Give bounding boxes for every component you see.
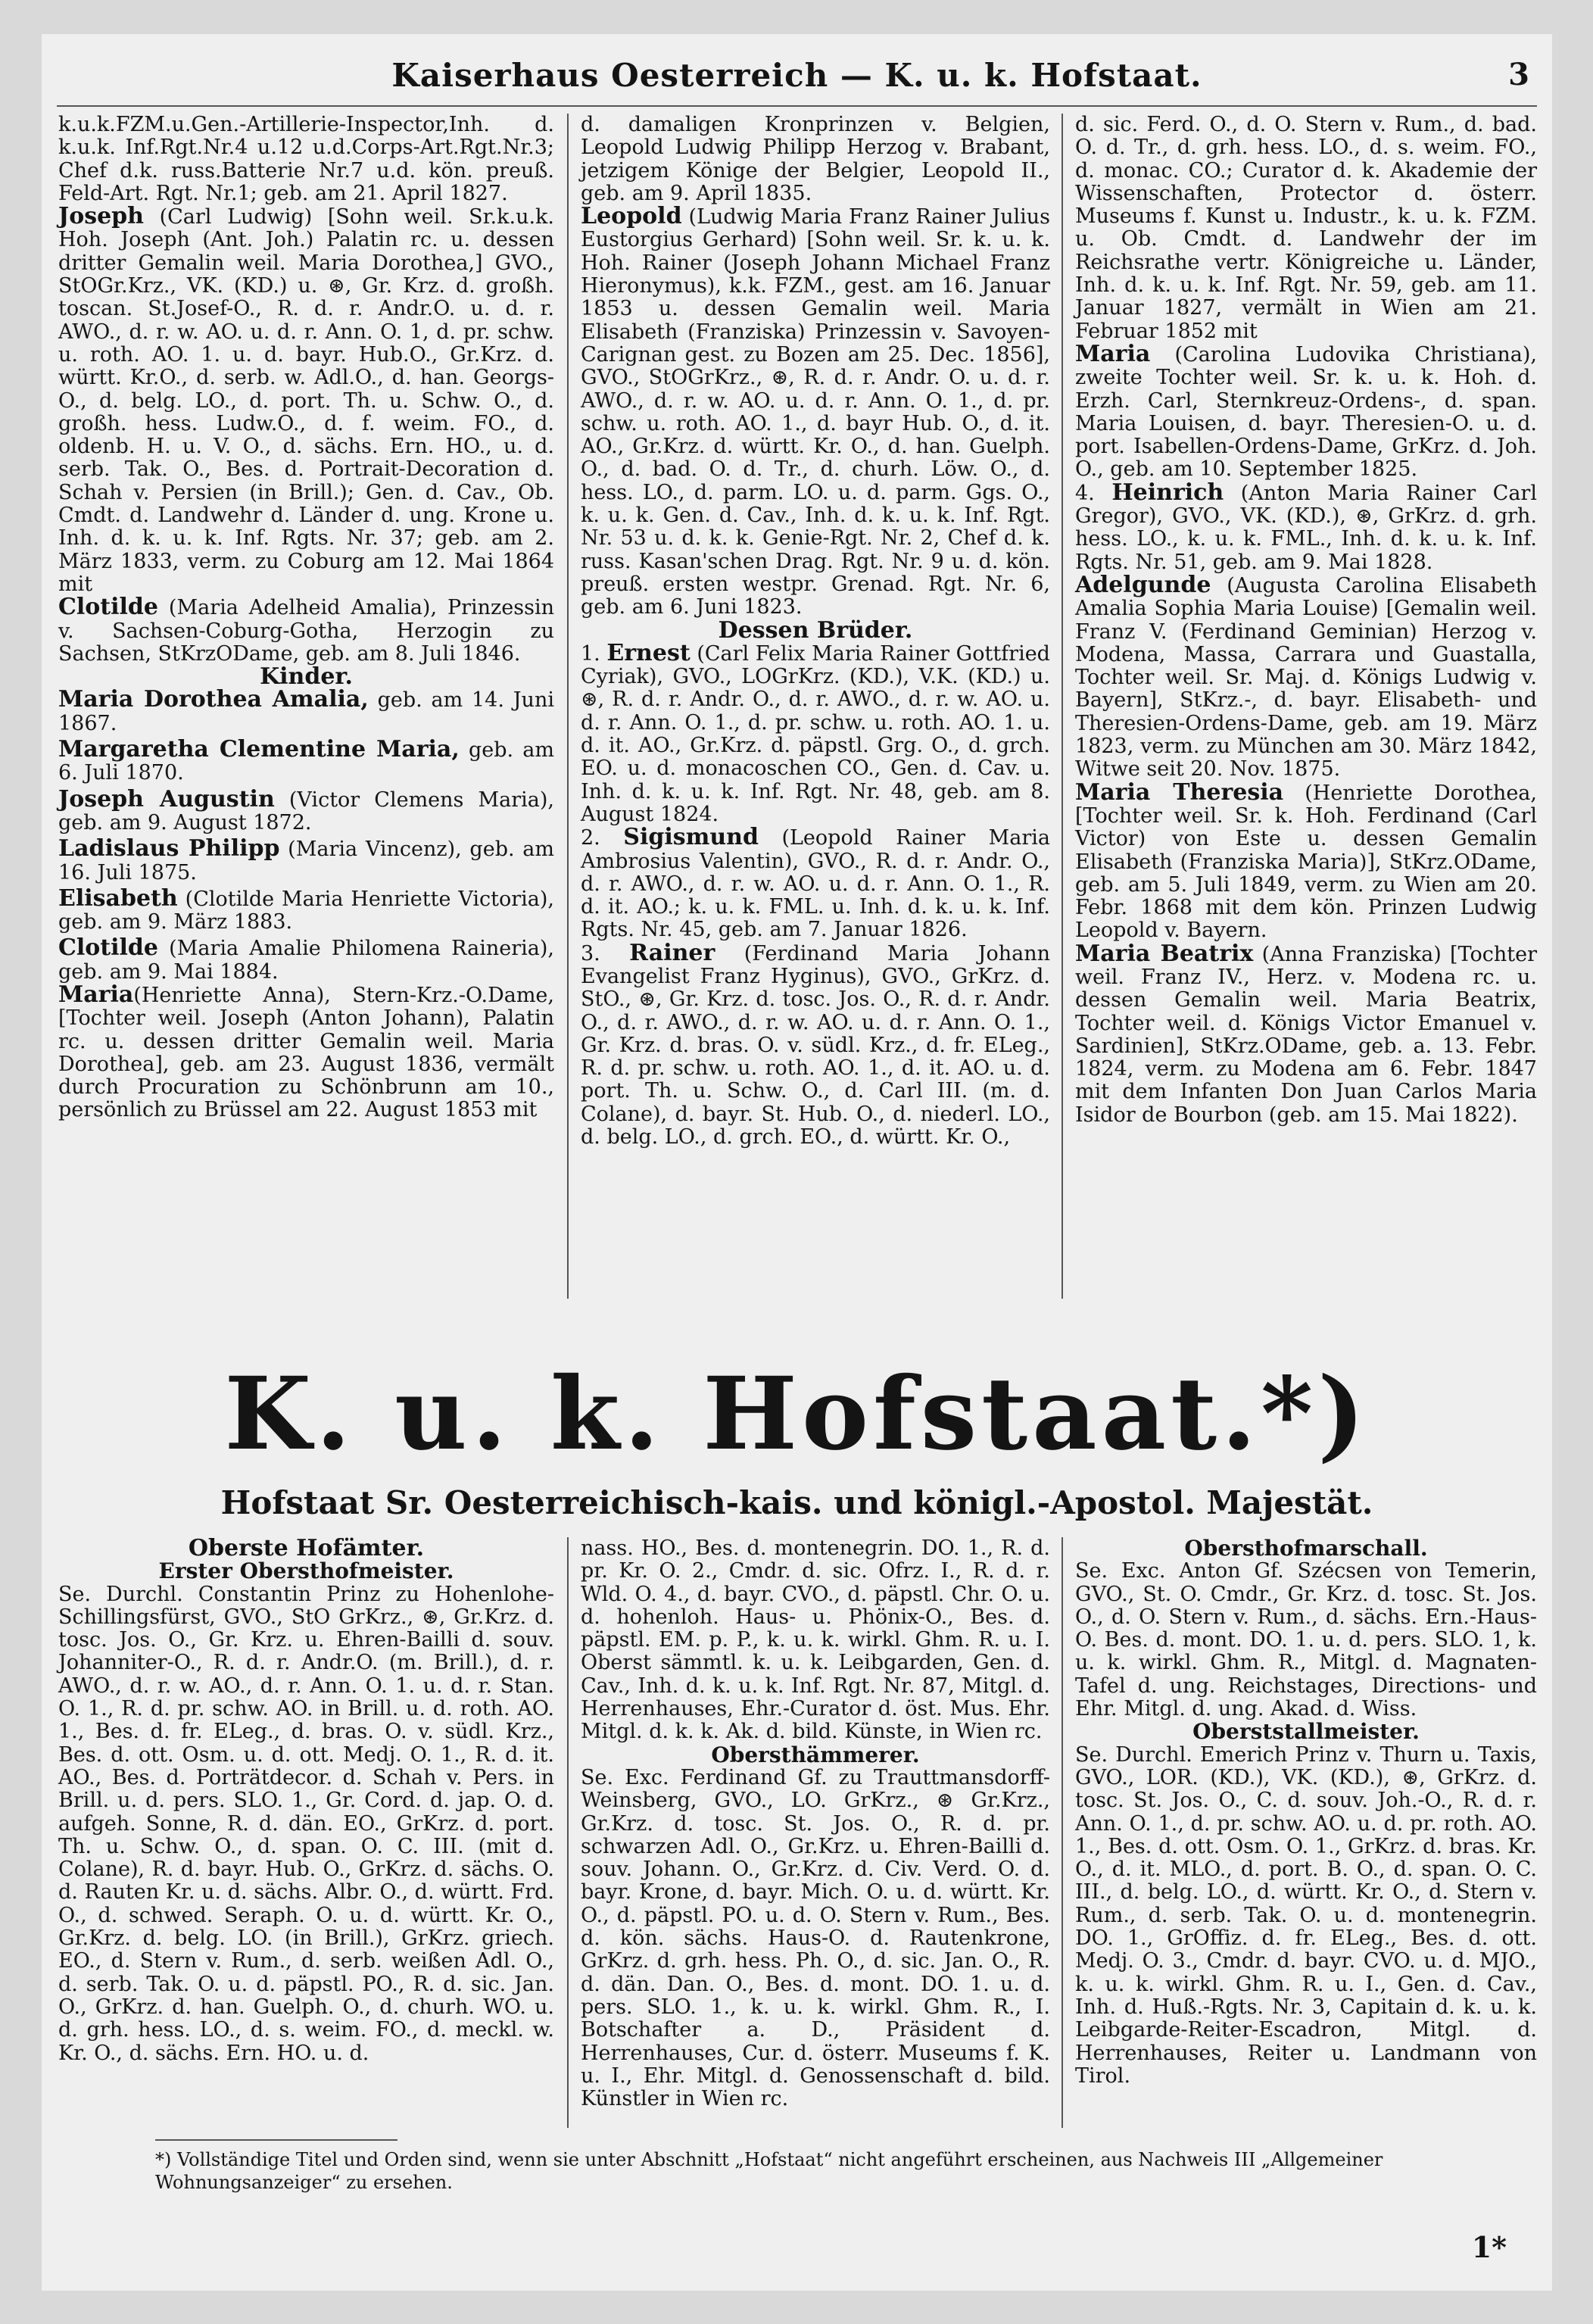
child-name: Joseph Augustin — [58, 785, 275, 813]
office-text: nass. HO., Bes. d. montenegrin. DO. 1., R. d. pr. Kr. O. 2., Cmdr. d. sic. Ofrz. I., R. d. r. Wld. O. 4., d. bayr. CVO., d. päpstl. Chr. O. u. d. hohenloh. Haus- u. Phönix-O., Bes. d. päpstl. EM. p. P., k. u. k. wirkl. Ghm. R. u. I. Oberst sämmtl. k. u. k. Leibgarden, Gen. d. Cav., Inh. d. k. u. k. Inf. Rgt. Nr. 87, Mitgl. d. Herrenhauses, Ehr.-Curator d. öst. Mus. Ehr. Mitgl. d. k. k. Ak. d. bild. Künste, in Wien rc. — [581, 1536, 1050, 1744]
entry-text: (Anton Maria Rainer Carl Gregor), GVO., VK. (KD.), ⊛, GrKrz. d. grh. hess. LO., k. u. k. FML., Inh. d. k. u. k. Inf. Rgts. Nr. 51, geb. am 9. Mai 1828. — [1075, 481, 1537, 574]
child-text: geb. am 14. Juni 1867. — [58, 688, 554, 735]
office-text: Se. Exc. Ferdinand Gf. zu Trauttmansdorff-Weinsberg, GVO., LO. GrKrz., ⊛ Gr.Krz., Gr.Krz. d. tosc. St. Jos. O., R. d. pr. schwarzen Adl. O., Gr.Krz. u. Ehren-Bailli d. souv. Johann. O., Gr.Krz. d. Civ. Verd. O. d. bayr. Krone, d. bayr. Mich. O. u. d. württ. Kr. O., d. päpstl. PO. u. d. O. Stern v. Rum., Bes. d. kön. sächs. Haus-O. d. Rautenkrone, GrKrz. d. grh. hess. Ph. O., d. sic. Jan. O., R. d. dän. Dan. O., Bes. d. mont. DO. 1. u. d. pers. SLO. 1., k. u. k. wirkl. Ghm. R., I. Botschafter a. D., Präsident d. Herrenhauses, Cur. d. österr. Museums f. K. u. I., Ehr. Mitgl. d. Genossenschaft d. bild. Künstler in Wien rc. — [581, 1765, 1050, 2111]
entry-text: (Augusta Carolina Elisabeth Amalia Sophia Maria Louise) [Gemalin weil. Franz V. (Ferdinand Geminian) Herzog v. Modena, Massa, Carrara und Guastalla, Tochter weil. Sr. Maj. d. Königs Ludwig v. Bayern], StKrz.-, d. bayr. Elisabeth- und Theresien-Ordens-Dame, geb. am 19. März 1823, verm. zu München am 30. März 1842, Witwe seit 20. Nov. 1875. — [1075, 573, 1537, 781]
entry-text: (Henriette Anna), Stern-Krz.-O.Dame, [Tochter weil. Joseph (Anton Johann), Palatin rc. u. dessen dritter Gemalin weil. Maria Dorothea], geb. am 23. August 1836, vermält durch Procuration zu Schönbrunn am 10., persönlich zu Brüssel am 22. August 1853 mit — [58, 983, 554, 1122]
section-title: K. u. k. Hofstaat.*) — [224, 1355, 1370, 1473]
office-heading: Obersthofmarschall. — [1184, 1536, 1428, 1561]
child-text: (Clotilde Maria Henriette Victoria), geb. am 9. März 1883. — [58, 887, 554, 934]
entry-name: Joseph — [58, 203, 144, 230]
entry-maria-theresia — [1075, 778, 1537, 943]
entry-name: Ernest — [606, 639, 691, 666]
office-heading: Erster Obersthofmeister. — [158, 1558, 454, 1584]
entry-maria — [58, 981, 554, 1122]
header-rule — [57, 105, 1537, 107]
section-subtitle: Hofstaat Sr. Oesterreichisch-kais. und königl.-Apostol. Majestät. — [220, 1484, 1373, 1521]
brother-entry — [581, 639, 1050, 826]
column-divider — [567, 114, 569, 1299]
child-entry — [58, 934, 554, 984]
top-column-3 — [1075, 114, 1537, 1127]
child-entry — [58, 884, 554, 934]
child-text: (Maria Vincenz), geb. am 16. Juli 1875. — [58, 838, 554, 884]
page — [42, 34, 1552, 2291]
entry-maria — [1075, 340, 1537, 482]
running-head — [42, 34, 1552, 102]
entry-text: (Carl Ludwig) [Sohn weil. Sr.k.u.k. Hoh. Joseph (Ant. Joh.) Palatin rc. u. dessen dritter Gemalin weil. Maria Dorothea,] GVO., StOGr.Krz., VK. (KD.) u. ⊛, Gr. Krz. d. großh. toscan. St.Josef-O., R. d. r. Andr.O. u. d. r. AWO., d. r. w. AO. u. d. r. Ann. O. 1, d. pr. schw. u. roth. AO. 1. u. d. bayr. Hub.O., Gr.Krz. d. württ. Kr.O., d. serb. w. Adl.O., d. han. Georgs-O., d. belg. LO., d. port. Th. u. Schw. O., d. großh. hess. Ludw.O., d. f. weim. FO., d. oldenb. H. u. V. O., d. sächs. Ern. HO., u. d. serb. Tak. O., Bes. d. Portrait-Decoration d. Schah v. Persien (in Brill.); Gen. d. Cav., Ob. Cmdt. d. Landwehr d. Länder d. ung. Krone u. Inh. d. k. u. k. Inf. Rgts. Nr. 37; geb. am 2. März 1833, verm. zu Coburg am 12. Mai 1864 mit — [58, 205, 554, 596]
entry-text: (Henriette Dorothea, [Tochter weil. Sr. k. Hoh. Ferdinand (Carl Victor) von Este u. dessen Gemalin Elisabeth (Franziska Maria)], StKrz.ODame, geb. am 5. Juli 1849, verm. zu Wien am 20. Febr. 1868 mit dem kön. Prinzen Ludwig Leopold v. Bayern. — [1075, 781, 1537, 943]
child-entry — [58, 688, 554, 735]
entry-text: (Leopold Rainer Maria Ambrosius Valentin), GVO., R. d. r. Andr. O., d. r. AWO., d. r. w. AO. u. d. r. Ann. O. 1., R. d. it. AO.; k. u. k. FML. u. Inh. d. k. u. k. Inf. Rgts. Nr. 45, geb. am 7. Januar 1826. — [581, 826, 1050, 942]
entry-clotilde — [58, 596, 554, 666]
column-divider — [567, 1537, 569, 2128]
entry-text: (Ferdinand Maria Johann Evangelist Franz Hyginus), GVO., GrKrz. d. StO., ⊛, Gr. Krz. d. tosc. Jos. O., R. d. r. Andr. O., d. r. AWO., d. r. w. AO. u. d. r. Ann. O. 1., Gr. Krz. d. bras. O. v. südl. Krz., d. fr. ELeg., R. d. pr. schw. u. roth. AO. 1., d. it. AO. u. d. port. Th. u. Schw. O., d. Carl III. (m. d. Colane), d. bayr. St. Hub. O., d. niederl. LO., d. belg. LO., d. grch. EO., d. württ. Kr. O., — [581, 941, 1050, 1150]
section-heading: Oberste Hofämter. — [188, 1535, 425, 1561]
child-text: (Victor Clemens Maria), geb. am 9. August 1872. — [58, 788, 554, 834]
entry-name: Adelgunde — [1075, 571, 1211, 598]
entry-maria-beatrix — [1075, 940, 1538, 1127]
entry-heinrich — [1075, 479, 1537, 574]
bottom-column-1 — [58, 1537, 554, 2065]
footnote: *) Vollständige Titel und Orden sind, wenn sie unter Abschnitt „Hofstaat“ nicht angeführt erscheinen, aus Nachweis III „Allgemeiner Wohnungsanzeiger“ zu ersehen. — [155, 2149, 1383, 2193]
footnote-rule — [155, 2139, 397, 2141]
entry-name: Leopold — [581, 203, 682, 230]
child-entry — [58, 738, 554, 785]
child-text: (Maria Amalie Philomena Raineria), geb. am 9. Mai 1884. — [58, 937, 554, 984]
top-column-1 — [58, 114, 554, 1122]
entry-text: (Carolina Ludovika Christiana), zweite Tochter weil. Sr. k. u. k. Hoh. d. Erzh. Carl, Sternkreuz-Ordens-, d. span. Maria Louisen, d. bayr. Theresien-O. u. d. port. Isabellen-Ordens-Dame, GrKrz. d. Joh. O., geb. am 10. September 1825. — [1075, 342, 1537, 482]
bottom-column-3 — [1075, 1537, 1537, 2088]
entry-number: 2. — [581, 826, 600, 850]
child-name: Elisabeth — [58, 884, 178, 912]
entry-name: Heinrich — [1111, 479, 1224, 506]
entry-leopold — [581, 205, 1050, 619]
child-name: Maria Dorothea Amalia, — [58, 686, 369, 713]
running-title: Kaiserhaus Oesterreich — K. u. k. Hofstaat. — [391, 57, 1202, 94]
entry-adelgunde — [1075, 571, 1537, 781]
brother-entry — [581, 826, 1050, 941]
entry-text: (Ludwig Maria Franz Rainer Julius Eustorgius Gerhard) [Sohn weil. Sr. k. u. k. Hoh. Rainer (Joseph Johann Michael Franz Hieronymus), k.k. FZM., gest. am 16. Januar 1853 u. dessen Gemalin weil. Maria Elisabeth (Franziska) Prinzessin v. Savoyen-Carignan gest. zu Bozen am 25. Dec. 1856], GVO., StOGrKrz., ⊛, R. d. r. Andr. O. u. d. r. AWO., d. r. w. AO. u. d. r. Ann. O. 1., d. pr. schw. u. roth. AO. 1., d. bayr Hub. O., d. it. AO., Gr.Krz. d. württ. Kr. O., d. han. Guelph. O., d. bad. O. d. Tr., d. churh. Löw. O., d. hess. LO., d. parm. LO. u. d. parm. Ggs. O., k. u. k. Gen. d. Cav., Inh. d. k. u. k. Inf. Rgt. Nr. 53 u. d. k. k. Genie-Rgt. Nr. 2, Chef d. k. russ. Kasan'schen Drag. Rgt. Nr. 9 u. d. kön. preuß. ersten westpr. Grenad. Rgt. Nr. 6, geb. am 6. Juni 1823. — [581, 205, 1050, 619]
office-text: Se. Exc. Anton Gf. Szécsen von Temerin, GVO., St. O. Cmdr., Gr. Krz. d. tosc. St. Jos. O., d. O. Stern v. Rum., d. sächs. Ern.-Haus-O. Bes. d. mont. DO. 1. u. d. pers. SLO. 1, k. u. k. wirkl. Ghm. R., Mitgl. d. Magnaten-Tafel d. ung. Reichstages, Directions- und Ehr. Mitgl. d. ung. Akad. d. Wiss. — [1075, 1559, 1537, 1721]
entry-text: (Maria Adelheid Amalia), Prinzessin v. Sachsen-Coburg-Gotha, Herzogin zu Sachsen, StKrzODame, geb. am 8. Juli 1846. — [58, 596, 554, 666]
child-name: Clotilde — [58, 934, 158, 962]
entry-name: Maria Theresia — [1075, 778, 1284, 806]
child-entry — [58, 835, 554, 884]
entry-name: Maria — [58, 981, 134, 1008]
entry-number: 1. — [581, 641, 600, 666]
paragraph: k.u.k.FZM.u.Gen.-Artillerie-Inspector,Inh. d. k.u.k. Inf.Rgt.Nr.4 u.12 u.d.Corps-Art.Rgt.Nr.3; Chef d.k. russ.Batterie Nr.7 u.d. kön. preuß. Feld-Art. Rgt. Nr.1; geb. am 21. April 1827. — [58, 113, 554, 205]
brueder-heading: Dessen Brüder. — [718, 616, 913, 644]
entry-name: Maria Beatrix — [1075, 940, 1254, 967]
page-number: 3 — [1508, 57, 1529, 92]
office-text: Se. Durchl. Emerich Prinz v. Thurn u. Taxis, GVO., LOR. (KD.), VK. (KD.), ⊛, GrKrz. d. tosc. St. Jos. O., C. d. souv. Joh.-O., R. d. r. Ann. O. 1., d. pr. schw. AO. u. d. pr. roth. AO. 1., Bes. d. ott. Osm. O. 1., GrKrz. d. bras. Kr. O., d. it. MLO., d. port. B. O., d. span. O. C. III., d. belg. LO., d. württ. Kr. O., d. Stern v. Rum., d. serb. Tak. O. u. d. montenegrin. DO. 1., GrOffiz. d. fr. ELeg., Bes. d. ott. Medj. O. 3., Cmdr. d. bayr. CVO. u. d. MJO., k. u. k. wirkl. Ghm. R. u. I., Gen. d. Cav., Inh. d. Huß.-Rgts. Nr. 3, Capitain d. k. u. k. Leibgarde-Reiter-Escadron, Mitgl. d. Herrenhauses, Reiter u. Landmann von Tirol. — [1075, 1742, 1537, 2088]
office-heading: Oberststallmeister. — [1192, 1719, 1420, 1745]
kinder-heading: Kinder. — [260, 663, 353, 691]
entry-name: Rainer — [629, 939, 715, 966]
signature-mark: 1* — [1471, 2230, 1507, 2264]
entry-name: Sigismund — [623, 824, 759, 851]
entry-text: (Carl Felix Maria Rainer Gottfried Cyriak), GVO., LOGrKrz. (KD.), V.K. (KD.) u. ⊛, R. d. r. Andr. O., d. r. AWO., d. r. w. AO. u. d. r. Ann. O. 1., d. pr. schw. u. roth. AO. 1. u. d. it. AO., Gr.Krz. d. päpstl. Grg. O., d. grch. EO. u. d. monacoschen CO., Gen. d. Cav. u. Inh. d. k. u. k. Inf. Rgt. Nr. 48, geb. am 8. August 1824. — [581, 641, 1050, 826]
child-name: Ladislaus Philipp — [58, 835, 280, 863]
office-heading: Obersthämmerer. — [711, 1742, 920, 1767]
office-text: Se. Durchl. Constantin Prinz zu Hohenlohe-Schillingsfürst, GVO., StO GrKrz., ⊛, Gr.Krz. d. tosc. Jos. O., Gr. Krz. u. Ehren-Bailli d. souv. Johanniter-O., R. d. r. Andr.O. (m. Brill.), d. r. AWO., d. r. w. AO., d. r. Ann. O. 1. u. d. r. Stan. O. 1., R. d. pr. schw. AO. in Brill. u. d. roth. AO. 1., Bes. d. fr. ELeg., d. bras. O. v. südl. Krz., Bes. d. ott. Osm. u. d. ott. Medj. O. 1., R. d. it. AO., Bes. d. Porträtdecor. d. Schah v. Pers. in Brill. u. d. pers. SLO. 1., Gr. Cord. d. jap. O. d. aufgeh. Sonne, R. d. dän. EO., GrKrz. d. port. Th. u. Schw. O., d. span. O. C. III. (mit d. Colane), R. d. bayr. Hub. O., GrKrz. d. sächs. O. d. Rauten Kr. u. d. sächs. Albr. O., d. württ. Frd. O., d. schwed. Seraph. O. u. d. württ. Kr. O., Gr.Krz. d. belg. LO. (in Brill.), GrKrz. griech. EO., d. Stern v. Rum., d. serb. weißen Adl. O., d. serb. Tak. O. u. d. päpstl. PO., R. d. sic. Jan. O., GrKrz. d. han. Guelph. O., d. churh. WO. u. d. grh. hess. LO., d. s. weim. FO., d. meckl. w. Kr. O., d. sächs. Ern. HO. u. d. — [58, 1582, 554, 2065]
entry-number: 3. — [581, 941, 600, 965]
paragraph: d. sic. Ferd. O., d. O. Stern v. Rum., d. bad. O. d. Tr., d. grh. hess. LO., d. s. weim. FO., d. monac. CO.; Curator d. k. Akademie der Wissenschaften, Protector d. österr. Museums f. Kunst u. Industr., k. u. k. FZM. u. Ob. Cmdt. d. Landwehr der im Reichsrathe vertr. Königreiche u. Länder, Inh. d. k. u. k. Inf. Rgt. Nr. 59, geb. am 11. Januar 1827, vermält in Wien am 21. Februar 1852 mit — [1075, 113, 1537, 343]
entry-text: (Anna Franziska) [Tochter weil. Franz IV., Herz. v. Modena rc. u. dessen Gemalin weil. Maria Beatrix, Tochter weil. d. Königs Victor Emanuel v. Sardinien], StKrz.ODame, geb. a. 13. Febr. 1824, verm. zu Modena am 6. Febr. 1847 mit dem Infanten Don Juan Carlos Maria Isidor de Bourbon (geb. am 15. Mai 1822). — [1075, 942, 1538, 1127]
child-name: Margaretha Clementine Maria, — [58, 736, 460, 763]
entry-name: Clotilde — [58, 594, 158, 621]
entry-name: Maria — [1075, 340, 1151, 367]
top-column-2 — [581, 114, 1050, 1149]
entry-joseph — [58, 205, 554, 596]
column-divider — [1061, 114, 1063, 1299]
child-text: geb. am 6. Juli 1870. — [58, 738, 554, 785]
entry-number: 4. — [1075, 481, 1095, 505]
bottom-column-2 — [581, 1537, 1050, 2110]
column-divider — [1061, 1537, 1063, 2128]
paragraph: d. damaligen Kronprinzen v. Belgien, Leopold Ludwig Philipp Herzog v. Brabant, jetzigem Könige der Belgier, Leopold II., geb. am 9. April 1835. — [581, 113, 1050, 205]
child-entry — [58, 785, 554, 835]
brother-entry — [581, 939, 1050, 1150]
